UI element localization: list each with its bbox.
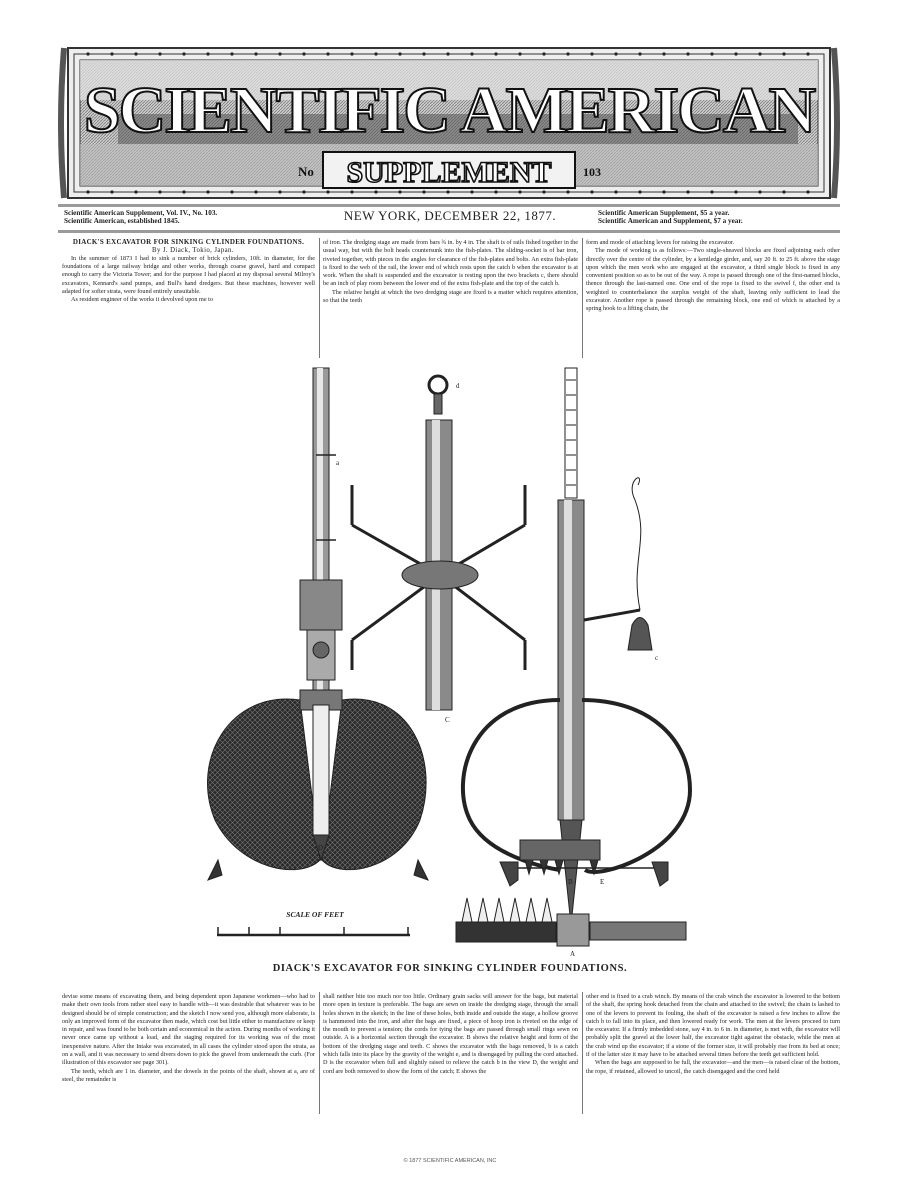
dateline: NEW YORK, DECEMBER 22, 1877. — [343, 208, 557, 223]
column-rule — [319, 992, 320, 1114]
rake-tooth — [510, 898, 520, 922]
paragraph: other end is fixed to a crab winch. By means of the crab winch the excavator is lowered to the bottom of the shaft, the spring hook detached from the chain and attached to the swivel; the chain is lashed to one of the levers to prevent its fouling, the shaft of the excavator is raised a few inches to allow the catch b to fall into its place, and then lowered ready for work. The men at the levers proceed to turn the excavator. If a firmly imbedded stone, say 4 in. to 6 in. in diameter, is met with, the excavator will probably split the gravel at the lower half, the excavator tight against the obstacle, while the men at the crab wind up the excavator; if a stone of the former size, it will probably rise from its bed at once; if of the latter size it may have to be attached several times before the teeth get sufficient hold. — [586, 993, 840, 1059]
rake-tooth — [462, 898, 472, 922]
volume-line: Scientific American Supplement, Vol. IV., No. 103. — [64, 209, 218, 217]
article-column — [323, 239, 578, 359]
column-rule — [582, 238, 583, 358]
column-rule — [319, 238, 320, 358]
paragraph: devise some means of excavating them, and being dependent upon Japanese workmen—who had to make their own tools from rather steel easy to handle with—it was desirable that whatever was to be designed should be of simple construction; and the sketch I now send you, although more elaborate, is only an improved form of the excavator then made, which cost but little either to manufacture or keep in repair, and was found to be both certain and economical in the action. During months of working it never once came up without a load, and the staging required for its working was of the most inexpensive nature. After the Intake was excavated, in all cases the cylinder stood upon the strata, as on a wall, and it was necessary to send divers down to pick the gravel from underneath the curb. (For illustration of this excavator see page 301). — [62, 993, 315, 1067]
divider — [58, 204, 840, 207]
scale-of-feet — [217, 910, 410, 935]
paragraph: The relative height at which the two dredging stage are fixed is a matter which requires attention, so that the teeth — [323, 288, 578, 305]
article-column — [62, 993, 315, 1115]
figure-label: E — [600, 878, 605, 886]
masthead-logo — [58, 44, 840, 202]
established-line: Scientific American, established 1845. — [64, 217, 180, 225]
figure-label: A — [570, 950, 576, 958]
figure-label: B — [568, 878, 573, 886]
article-column — [586, 993, 840, 1115]
excavator-view-c — [352, 376, 525, 724]
article-column — [586, 239, 840, 359]
figure-label: D — [318, 844, 324, 852]
issue-number: 103 — [583, 165, 601, 179]
article-byline: By J. Diack, Tokio, Japan. — [152, 246, 234, 254]
article-column — [323, 993, 578, 1115]
volume-info — [64, 209, 217, 225]
rake-tooth — [542, 898, 552, 922]
masthead-title: SCIENTIFIC AMERICAN — [83, 74, 815, 147]
figure-label: c — [655, 654, 659, 662]
figure-caption: DIACK'S EXCAVATOR FOR SINKING CYLINDER FOUNDATIONS. — [272, 963, 628, 974]
paragraph: form and mode of attaching levers for raising the excavator. — [586, 239, 735, 246]
subscription-line: Scientific American and Supplement, $7 a year. — [598, 217, 743, 225]
article-column — [62, 239, 315, 359]
article-title: DIACK'S EXCAVATOR FOR SINKING CYLINDER FOUNDATIONS. — [72, 239, 305, 246]
paragraph: The teeth, which are 1 in. diameter, and the dowels in the points of the shaft, shown at a, are of steel, the remainder is — [62, 1067, 315, 1083]
paragraph: In the summer of 1873 I had to sink a number of brick cylinders, 10ft. in diameter, for the foundations of a large railway bridge and other works, through coarse gravel, hard and compact enough to carry the Victoria Tower; and for the purpose I had placed at my disposal several Milroy's excavators, Kennard's sand pumps, and Bull's hand dredgers. But these machines, however well adapted for softer strata, were found entirely unsuitable. — [62, 254, 315, 295]
figure-label: d — [456, 382, 460, 390]
excavator-illustration — [0, 360, 900, 960]
copyright-footer: © 1877 SCIENTIFIC AMERICAN, INC — [403, 1158, 497, 1164]
figure-label: C — [445, 716, 450, 724]
rake-tooth — [478, 898, 488, 922]
column-rule — [582, 992, 583, 1114]
scale-label: SCALE OF FEET — [286, 910, 344, 919]
paragraph: When the bags are supposed to be full, the excavator—and the men—is raised clear of the bottom, the rope, if retained, allowed to uncoil, the catch disengaged and the cord held — [586, 1059, 840, 1075]
excavator-view-e — [463, 368, 690, 925]
paragraph: As resident engineer of the works it devolved upon me to — [71, 296, 213, 304]
paragraph: shall neither bite too much nor too little. Ordinary grain sacks will answer for the bags, but material more open in texture is preferable. The bags are sewn on inside the dredging stage, through the small holes shown in the sketch; in the line of these holes, both inside and outside the stage, a hollow groove is hammered into the iron, and after the bags are fixed, a piece of hoop iron is riveted on the edge of the mouth to prevent a tension; the cords for tying the bags are passed through small rings sewn on outside. A is a horizontal section through the excavator. B shows the relative height and form of the bottom of the dredging stage and teeth. C shows the excavator with the bags removed, b is a catch which falls into its place by the gravity of the weight e, and is disengaged by pulling the cord attached. D is the excavator when full and slightly raised to relieve the catch b in the view D, the weight and cord are both removed to show the form of the catch; E shows the — [323, 993, 578, 1075]
paragraph: The mode of working is as follows:—Two single-sheaved blocks are fixed adjoining each other directly over the centre of the cylinder, by a kentledge girder, and, say 20 ft. to 25 ft. above the stage upon which the men work who are engaged at the excavator, a third single block is fixed in any convenient position so as to be out of the way. A rope is passed through one of the first-named blocks, thence through the last-named one. One end of the rope is fixed to the swivel f, the other end is weighted to counterbalance the surplus weight of the shaft, leaving only sufficient to lead the excavator. Another rope is passed through the remaining block, one end of which is attached by a spring hook to a lifting chain, the — [586, 247, 840, 313]
masthead-subtitle: SUPPLEMENT — [346, 156, 552, 189]
rake-tooth — [494, 898, 504, 922]
subscription-line: Scientific American Supplement, $5 a year. — [598, 209, 730, 217]
excavator-view-d — [208, 368, 428, 880]
figure-label: a — [336, 459, 340, 467]
section-b — [500, 862, 668, 886]
subscription-info — [598, 209, 743, 225]
paragraph: of iron. The dredging stage are made from bars ¾ in. by 4 in. The shaft is of rails fished together in the usual way, but with the bolt heads countersunk into the fish-plates. The sliding-socket is of bar iron, riveted together, with pieces in the angles for clearance of the fish-plates and bolts. An extra fish-plate is fixed to the web of the rail, the lower end of which rests upon the catch b when the excavator is at work. When the shaft is suspended and the excavator is resting upon the two brackets c, there should be an inch of play room between the lower end of the extra fish-plate and the top of the catch b. — [323, 239, 578, 288]
divider — [58, 230, 840, 233]
rake-tooth — [526, 898, 536, 922]
number-prefix: No — [298, 164, 314, 179]
